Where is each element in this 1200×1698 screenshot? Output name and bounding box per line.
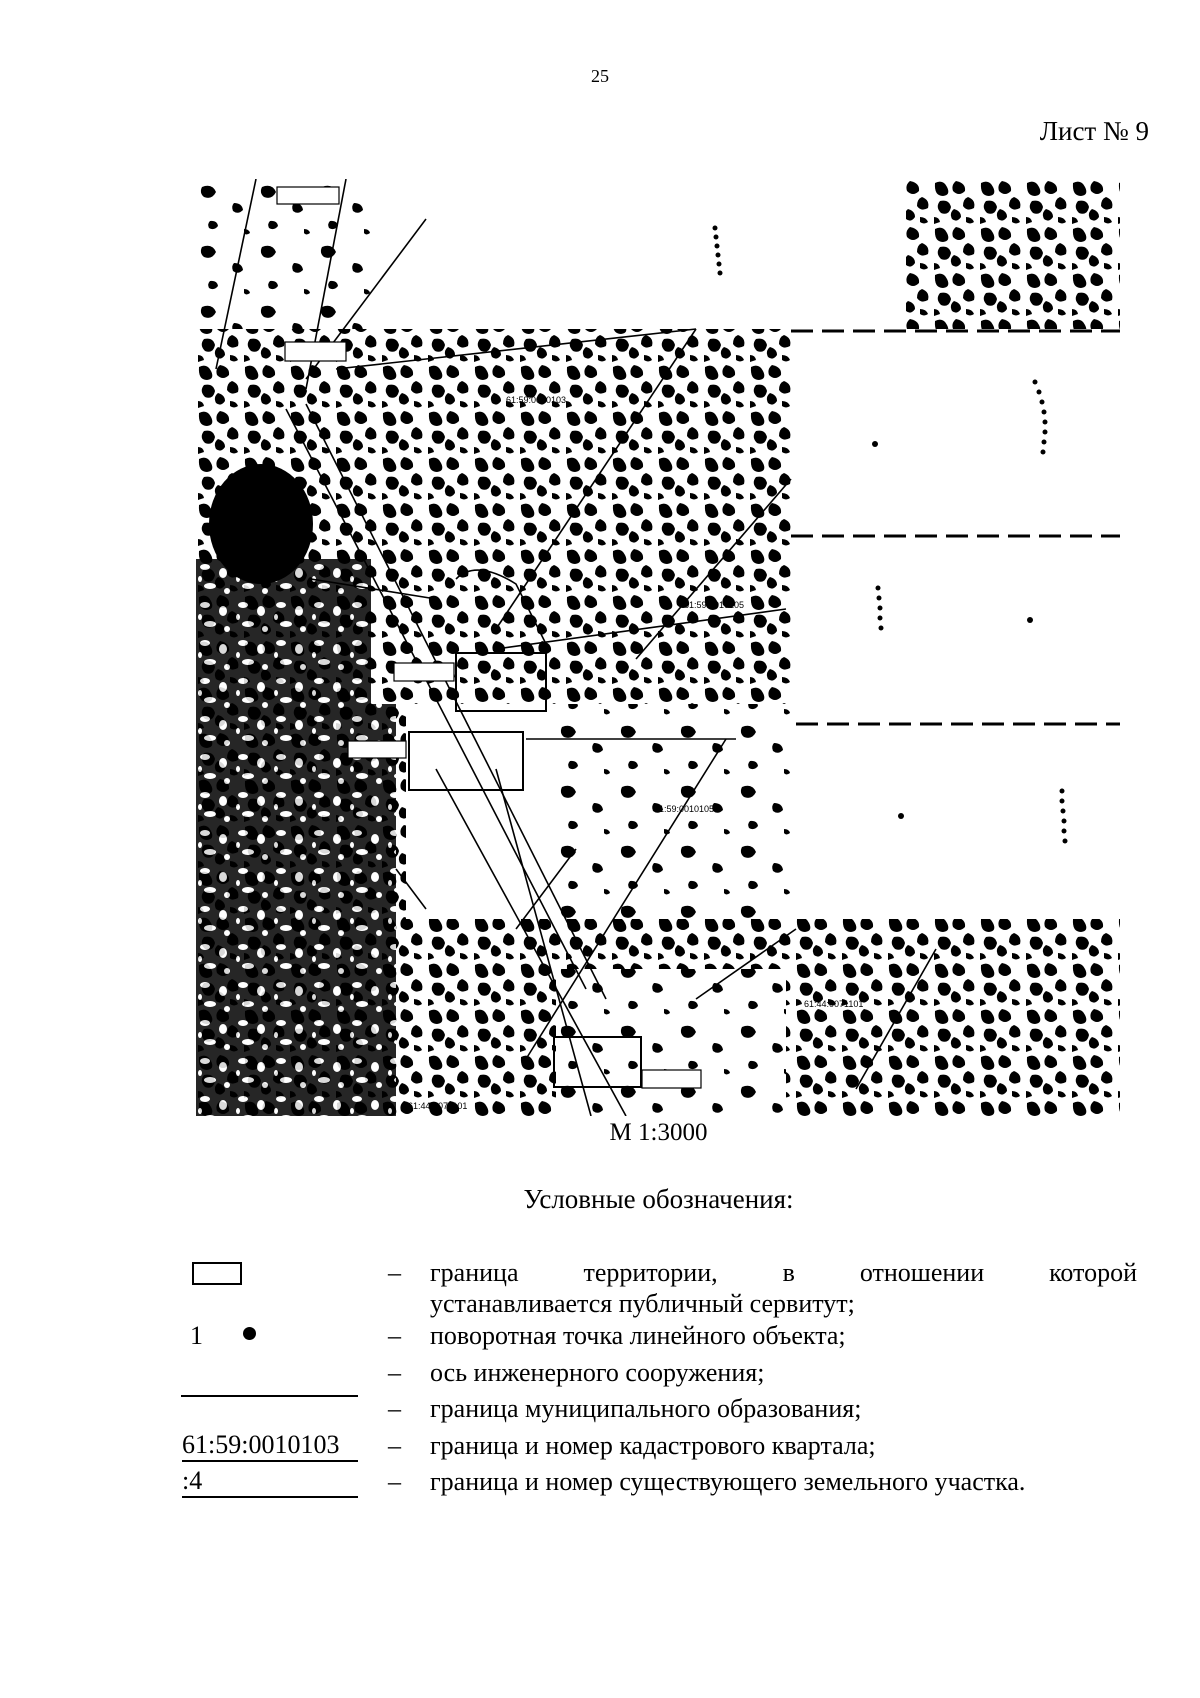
legend-text: поворотная точка линейного объекта; <box>430 1321 846 1350</box>
turning-point-symbol <box>243 1327 256 1340</box>
point-number-label: 1 <box>190 1321 203 1350</box>
map-svg <box>196 179 1120 1116</box>
legend-dash: – <box>388 1258 401 1287</box>
scale-label: М 1:3000 <box>609 1119 708 1146</box>
sheet-label: Лист № 9 <box>1039 116 1149 146</box>
page-number: 25 <box>591 66 609 86</box>
legend-text: ось инженерного сооружения; <box>430 1358 765 1387</box>
boundary-rectangle-symbol <box>192 1262 242 1285</box>
cadastral-label: 61:59:0010105 <box>654 804 715 814</box>
legend-text: граница территории, в отношении которой <box>430 1258 1137 1287</box>
cadastral-label: 61:59:0010103 <box>506 395 567 405</box>
legend-text: граница муниципального образования; <box>430 1394 862 1423</box>
cadastral-label: 61:59:0010105 <box>684 600 745 610</box>
cadastral-quarter-symbol: 61:59:0010103 <box>182 1430 358 1462</box>
legend-dash: – <box>388 1358 401 1387</box>
cadastral-label: 61:44:0071101 <box>804 999 864 1009</box>
cadastral-label: 61:44:0071101 <box>408 1101 468 1111</box>
legend-dash: – <box>388 1394 401 1423</box>
legend-dash: – <box>388 1431 401 1460</box>
cadastral-map <box>196 179 1120 1116</box>
land-plot-symbol: :4 <box>182 1466 358 1498</box>
legend-dash: – <box>388 1321 401 1350</box>
legend-text: устанавливается публичный сервитут; <box>430 1289 855 1318</box>
legend-dash: – <box>388 1467 401 1496</box>
legend-title: Условные обозначения: <box>523 1184 794 1214</box>
municipal-boundary-symbol <box>181 1395 358 1397</box>
legend-text: граница и номер существующего земельного участка. <box>430 1467 1026 1496</box>
legend-text: граница и номер кадастрового квартала; <box>430 1431 876 1460</box>
